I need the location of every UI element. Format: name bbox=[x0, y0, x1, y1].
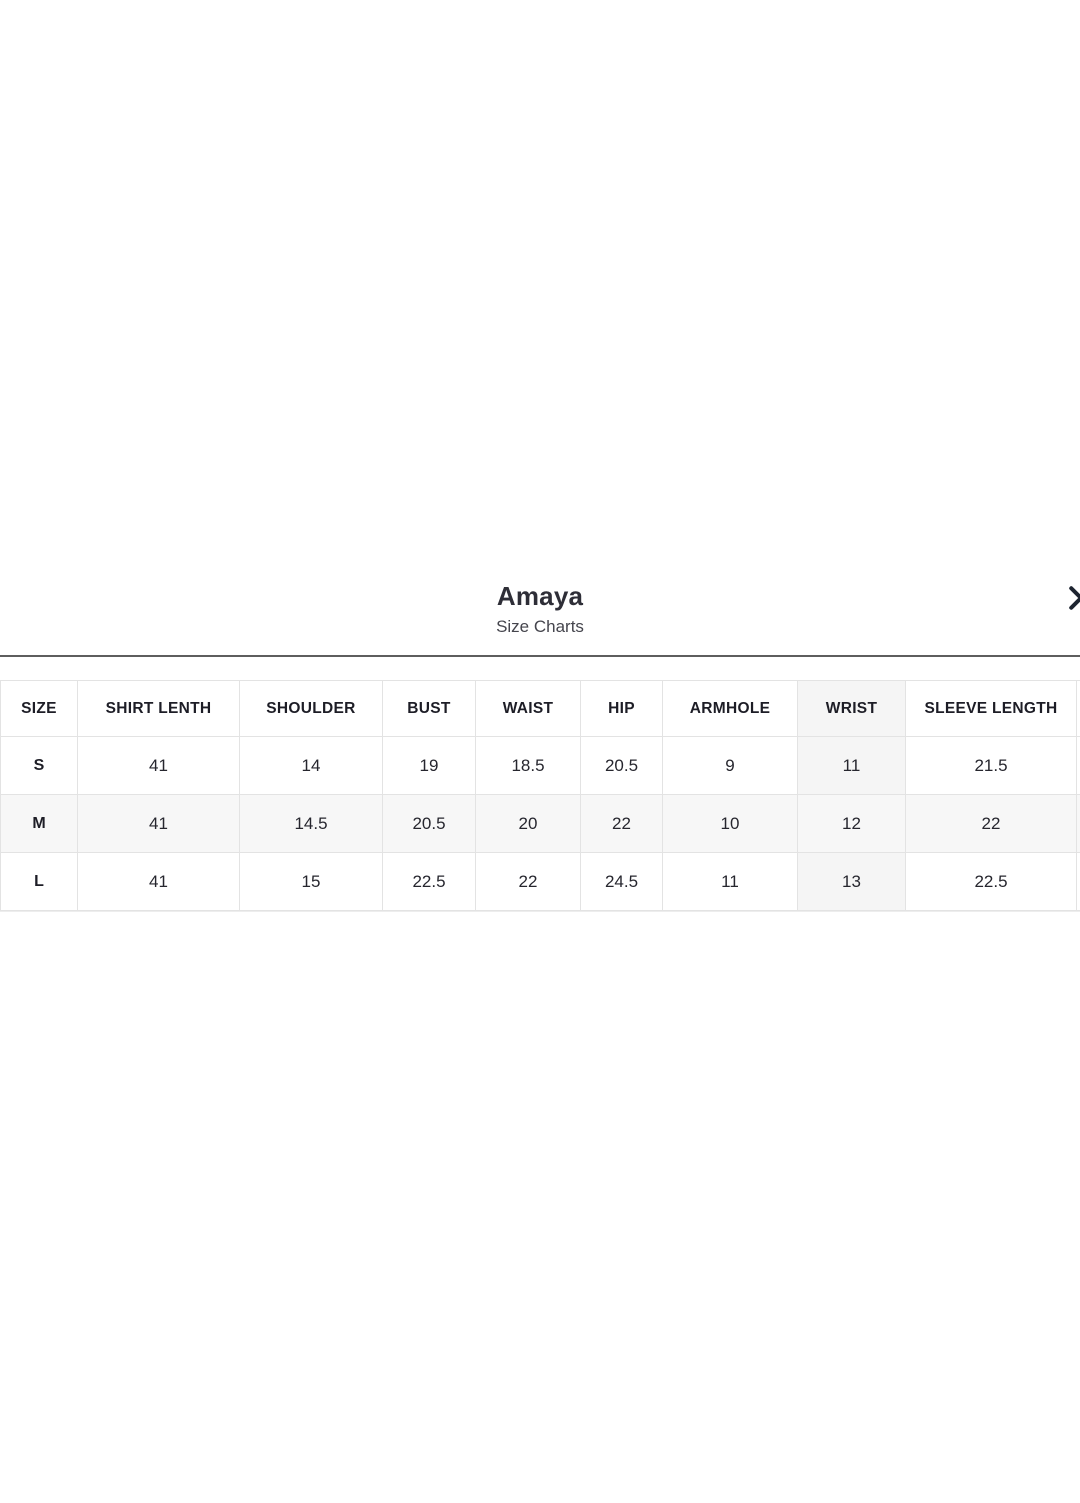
cell-armhole: 11 bbox=[663, 853, 798, 911]
column-header-shoulder: SHOULDER bbox=[240, 681, 383, 737]
cell-sleeve-length: 21.5 bbox=[906, 737, 1077, 795]
column-header-wrist: WRIST bbox=[798, 681, 906, 737]
column-header-armhole: ARMHOLE bbox=[663, 681, 798, 737]
column-header-overflow bbox=[1077, 681, 1080, 737]
cell-armhole: 10 bbox=[663, 795, 798, 853]
cell-waist: 18.5 bbox=[476, 737, 581, 795]
column-header-size: SIZE bbox=[1, 681, 78, 737]
cell-hip: 24.5 bbox=[581, 853, 663, 911]
cell-shoulder: 14.5 bbox=[240, 795, 383, 853]
cell-hip: 20.5 bbox=[581, 737, 663, 795]
cell-wrist: 12 bbox=[798, 795, 906, 853]
column-header-hip: HIP bbox=[581, 681, 663, 737]
cell-bust: 20.5 bbox=[383, 795, 476, 853]
page-title: Amaya bbox=[496, 581, 584, 611]
cell-size: S bbox=[1, 737, 78, 795]
page-subtitle: Size Charts bbox=[496, 617, 584, 636]
cell-shoulder: 14 bbox=[240, 737, 383, 795]
cell-wrist: 13 bbox=[798, 853, 906, 911]
cell-shoulder: 15 bbox=[240, 853, 383, 911]
cell-waist: 22 bbox=[476, 853, 581, 911]
table-bottom-line bbox=[0, 911, 1080, 912]
cell-overflow bbox=[1077, 853, 1080, 911]
cell-shirt-length: 41 bbox=[78, 853, 240, 911]
cell-size: L bbox=[1, 853, 78, 911]
cell-waist: 20 bbox=[476, 795, 581, 853]
cell-overflow bbox=[1077, 795, 1080, 853]
cell-sleeve-length: 22.5 bbox=[906, 853, 1077, 911]
cell-bust: 19 bbox=[383, 737, 476, 795]
table-row-s bbox=[1, 737, 1080, 795]
cell-armhole: 9 bbox=[663, 737, 798, 795]
close-icon bbox=[1063, 604, 1080, 619]
table-row-m bbox=[1, 795, 1080, 853]
cell-shirt-length: 41 bbox=[78, 795, 240, 853]
size-chart-table bbox=[0, 680, 1080, 911]
column-header-bust: BUST bbox=[383, 681, 476, 737]
size-chart-table-container bbox=[0, 680, 1080, 911]
cell-hip: 22 bbox=[581, 795, 663, 853]
table-header-row bbox=[1, 681, 1080, 737]
cell-wrist: 11 bbox=[798, 737, 906, 795]
column-header-sleeve-length: SLEEVE LENGTH bbox=[906, 681, 1077, 737]
column-header-shirt-length: SHIRT LENTH bbox=[78, 681, 240, 737]
cell-sleeve-length: 22 bbox=[906, 795, 1077, 853]
close-button[interactable] bbox=[1062, 580, 1080, 618]
cell-size: M bbox=[1, 795, 78, 853]
column-header-waist: WAIST bbox=[476, 681, 581, 737]
cell-shirt-length: 41 bbox=[78, 737, 240, 795]
table-row-l bbox=[1, 853, 1080, 911]
cell-bust: 22.5 bbox=[383, 853, 476, 911]
cell-overflow bbox=[1077, 737, 1080, 795]
header-divider bbox=[0, 655, 1080, 657]
